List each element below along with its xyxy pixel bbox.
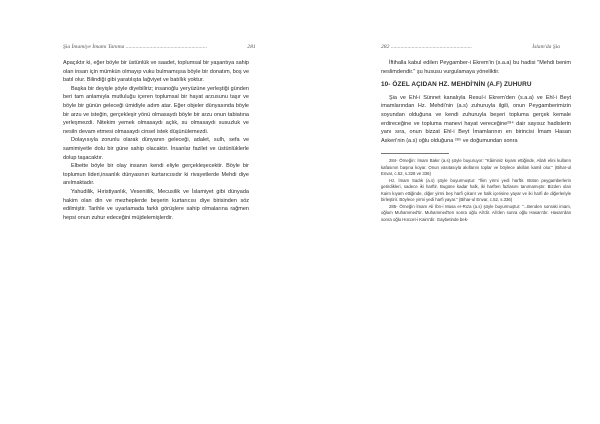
- right-header-title: İslam'da Şia: [532, 44, 560, 50]
- paragraph: Elbette böyle bir olay insanın kendi eliyle gerçekleşecektir. Böyle bir toplumun lideri,insanlık dünyasının kurtarıcısıdır ki rivayetlerde Mehdi diye anılmaktadır.: [63, 163, 249, 187]
- paragraph: Başka bir deyişle şöyle diyebiliriz; insanoğlu yeryüzüne yerleştiği günden beri tam anlamıyla mutluluğu içeren toplumsal bir hayat arzusunu taşır ve böyle bir günün geleceği ümidiyle adım atar. Eğer objeler dünyasında böyle bir arzu ve isteğin, gerçekleşir yönü olmasaydı böyle bir arzu onun tabiatına yerleşmezdi. Nitekim yemek olmasaydı açlık, su olmasaydı susuzluk ve nesiln devam etmesi olmasaydı cinsel istek düşünülemezdi.: [63, 85, 249, 135]
- paragraph: Şia ve Ehl-i Sünnet kanalıyla Resul-i Ekrem'den (s.a.a) ve Ehl-i Beyt imamlarından Hz. Mehdi'nin (a.s) zuhuruyla ilgili, onun Peygamberimizin soyundan olduğuna ve kendi zuhuruyla beşeri topluma gerçek kemale erdireceğine ve topluma manevi hayat vereceğine²⁸⁴ dair sayısız hadislerin yanı sıra, onun bizzat Ehl-i Beyt İmamlarının en birincisi İmam Hasan Askeri'nin (a.s) oğlu olduğuna ²⁸⁵ ve doğumundan sonra: [381, 94, 571, 144]
- footnote: 284- Örneğin: İmam Bakır (a.s) şöyle buyuruyor: "Kâiminiz kıyam ettiğinde, Allah elini kulların kafasının başına koyar. Onun vasıtasıyla akıllarını toplar ve böylece akılları kamil olur." (Bihar-ul Envar, c.52, s.328 ve 336): [381, 158, 571, 177]
- footnote: 285- Örneğin İmam Ali İbn-i Musa er-Rıza (a.s) şöyle buyurmuştur: "...Benden sonraki imam, oğlum Muhammed'tir. Muhammed'ten sonra oğlu Ali'dir. Ali'den sonra oğlu Hasan'dır. Hasan'dan sonra oğlu Hüccet-i Kaim'dir. Gaybetinde bek-: [381, 203, 571, 222]
- left-body-text: [63, 59, 249, 222]
- section-title: 10- ÖZEL AÇIDAN HZ. MEHDİ'NİN (A.F) ZUHURU: [381, 81, 532, 89]
- right-page: [300, 0, 600, 424]
- intro-paragraph: İftihalla kabul edilen Peygamber-i Ekrem'in (s.a.a) bu hadisi "Mehdi benim neslimdendir." şu hususu vurgulamaya yöneliktir.: [381, 60, 571, 75]
- left-page-number: 281: [247, 44, 256, 50]
- footnotes: [381, 158, 571, 223]
- left-header-title: Şia İmamiye İmamı Tanıma: [63, 44, 125, 50]
- footnote-divider: [381, 153, 449, 154]
- footnote: Hz. İmam Sadık (a.s) şöyle buyurmuştur: "İlim yirmi yedi harftir. Bütün peygamberlerin getirdikleri, sadece iki harftir. Bugüne kadar halk, iki harften fazlasını tanımamıştır. Bizden olan Kaim kıyam ettiğinde, diğer yirmi beş harfi çıkarır ve halk içerisine yayar ve iki harfi de diğerleriyle birleştirir. Böylece yirmi yedi harfi yayar." (Bihar-ul Envar, c.52, s.336): [381, 177, 571, 203]
- paragraph: Yahudilik, Hıristiyanlık, Veseniilik, Mecusilik ve İslamiyet gibi dünyada hakim olan din ve mezheplerde beşerin kurtarıcısı diye birisinden söz edilmiştir. Tarihle ve uyarlamada farklı görüşlere sahip olmalarına rağmen hepsi onun zuhur edeceğini müjdelemişlerdir.: [63, 188, 249, 221]
- left-running-header: [63, 44, 256, 50]
- paragraph: Dolayısıyla zorunlu olarak dünyanın geleceği, adalet, sulh, sefa ve samimiyetle dolu bir güne sahip olacaktır. İnsanlar fazilet ve üstünlüklerle dolup taşacaktır.: [63, 137, 249, 161]
- left-header-leader: ..........................................................: [125, 44, 207, 50]
- paragraph: Apaçıktır ki, eğer böyle bir üstünlük ve saadet, toplumsal bir yaşantıya sahip olan insan için mümkün olmayıp vuku bulmamışsa böyle bir donatım, boş ve batıl olur. Bilindiği gibi yaratılışta lağviyet ve batıllık yoktur.: [63, 60, 249, 84]
- right-body-text: [381, 59, 571, 223]
- right-page-number: 282: [381, 44, 390, 50]
- right-running-header: [381, 44, 571, 50]
- right-header-leader: ..........................................................: [390, 44, 472, 50]
